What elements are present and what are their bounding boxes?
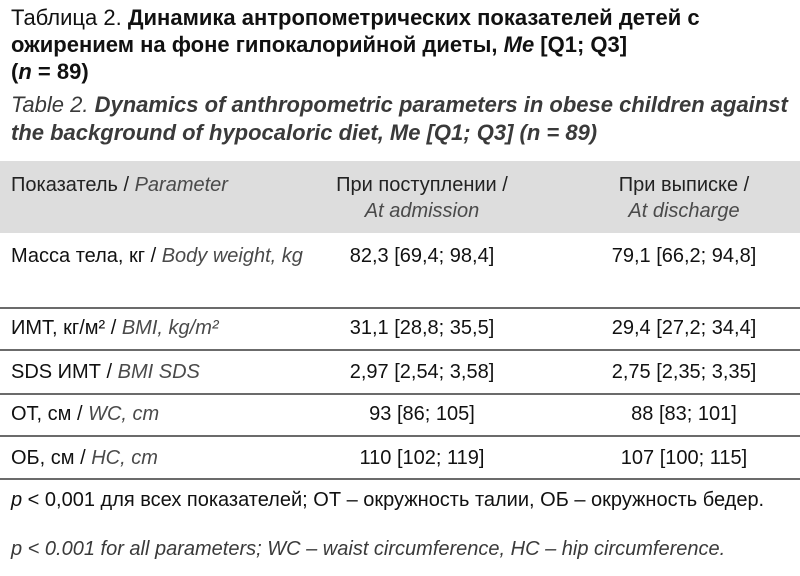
table-row (0, 351, 800, 395)
footnote-ru-text: < 0,001 для всех показателей; ОТ – окружность талии, ОБ – окружность бедер. (22, 489, 765, 511)
row-parameter-ru: ОБ, см / (11, 447, 92, 469)
row-admission-value: 93 [86; 105] (369, 403, 475, 425)
caption-en-prefix: Table 2. (11, 92, 95, 117)
row-parameter-ru: ИМТ, кг/м² / (11, 317, 122, 339)
table-row (0, 309, 800, 351)
table-header-row (0, 161, 800, 233)
header-admission (310, 172, 534, 224)
header-discharge (572, 172, 796, 224)
header-parameter-ru: Показатель / (11, 174, 135, 196)
header-admission-ru: При поступлении / (336, 174, 508, 196)
row-admission-value: 82,3 [69,4; 98,4] (349, 245, 495, 267)
caption-ru-n: n (18, 59, 32, 84)
row-discharge-value: 107 [100; 115] (620, 447, 748, 469)
caption-ru-n-rest: = 89) (31, 59, 89, 84)
footnote-ru-p: p (11, 489, 23, 511)
row-admission-value: 31,1 [28,8; 35,5] (349, 317, 495, 339)
row-discharge-value: 79,1 [66,2; 94,8] (611, 245, 757, 267)
row-discharge-value: 88 [83; 101] (631, 403, 737, 425)
caption-ru-me: Me (503, 32, 535, 57)
header-parameter (11, 172, 341, 198)
row-parameter-en: WC, cm (88, 403, 160, 425)
header-discharge-en: At discharge (628, 200, 740, 222)
footnote-ru (11, 487, 791, 513)
row-parameter-ru: SDS ИМТ / (11, 361, 118, 383)
row-parameter-en: Body weight, kg (161, 245, 303, 267)
caption-ru-prefix: Таблица 2. (11, 5, 128, 30)
row-parameter (11, 359, 341, 385)
row-parameter-ru: ОТ, см / (11, 403, 89, 425)
row-parameter (11, 445, 341, 471)
table-caption-ru (11, 4, 795, 85)
row-discharge-value: 2,75 [2,35; 3,35] (611, 361, 757, 383)
header-discharge-ru: При выписке / (618, 174, 750, 196)
table-row (0, 437, 800, 480)
footnote-en: p < 0.001 for all parameters; WC – waist circumference, HC – hip circumference. (11, 538, 726, 560)
row-parameter-en: BMI, kg/m² (121, 317, 219, 339)
row-admission-value: 2,97 [2,54; 3,58] (349, 361, 495, 383)
row-parameter-en: BMI SDS (117, 361, 200, 383)
header-parameter-en: Parameter (134, 174, 228, 196)
caption-en-title: Dynamics of anthropometric parameters in obese children against the background of hypocaloric diet, Me [Q1; Q3] (n = 89) (11, 92, 788, 145)
row-parameter-ru: Масса тела, кг / (11, 245, 162, 267)
table-row (0, 233, 800, 309)
row-parameter-en: HC, cm (91, 447, 158, 469)
row-parameter (11, 315, 341, 341)
caption-ru-q: [Q1; Q3] (534, 32, 628, 57)
caption-ru-n-open: ( (11, 59, 19, 84)
row-admission-value: 110 [102; 119] (359, 447, 485, 469)
row-discharge-value: 29,4 [27,2; 34,4] (611, 317, 757, 339)
row-parameter (11, 401, 341, 427)
caption-ru-title-text: Динамика антропометрических показателей детей с ожирением на фоне гипокалорийной диеты, (11, 5, 700, 57)
table-row (0, 395, 800, 437)
table-caption-en (11, 91, 795, 147)
header-admission-en: At admission (364, 200, 480, 222)
row-parameter (11, 243, 321, 269)
